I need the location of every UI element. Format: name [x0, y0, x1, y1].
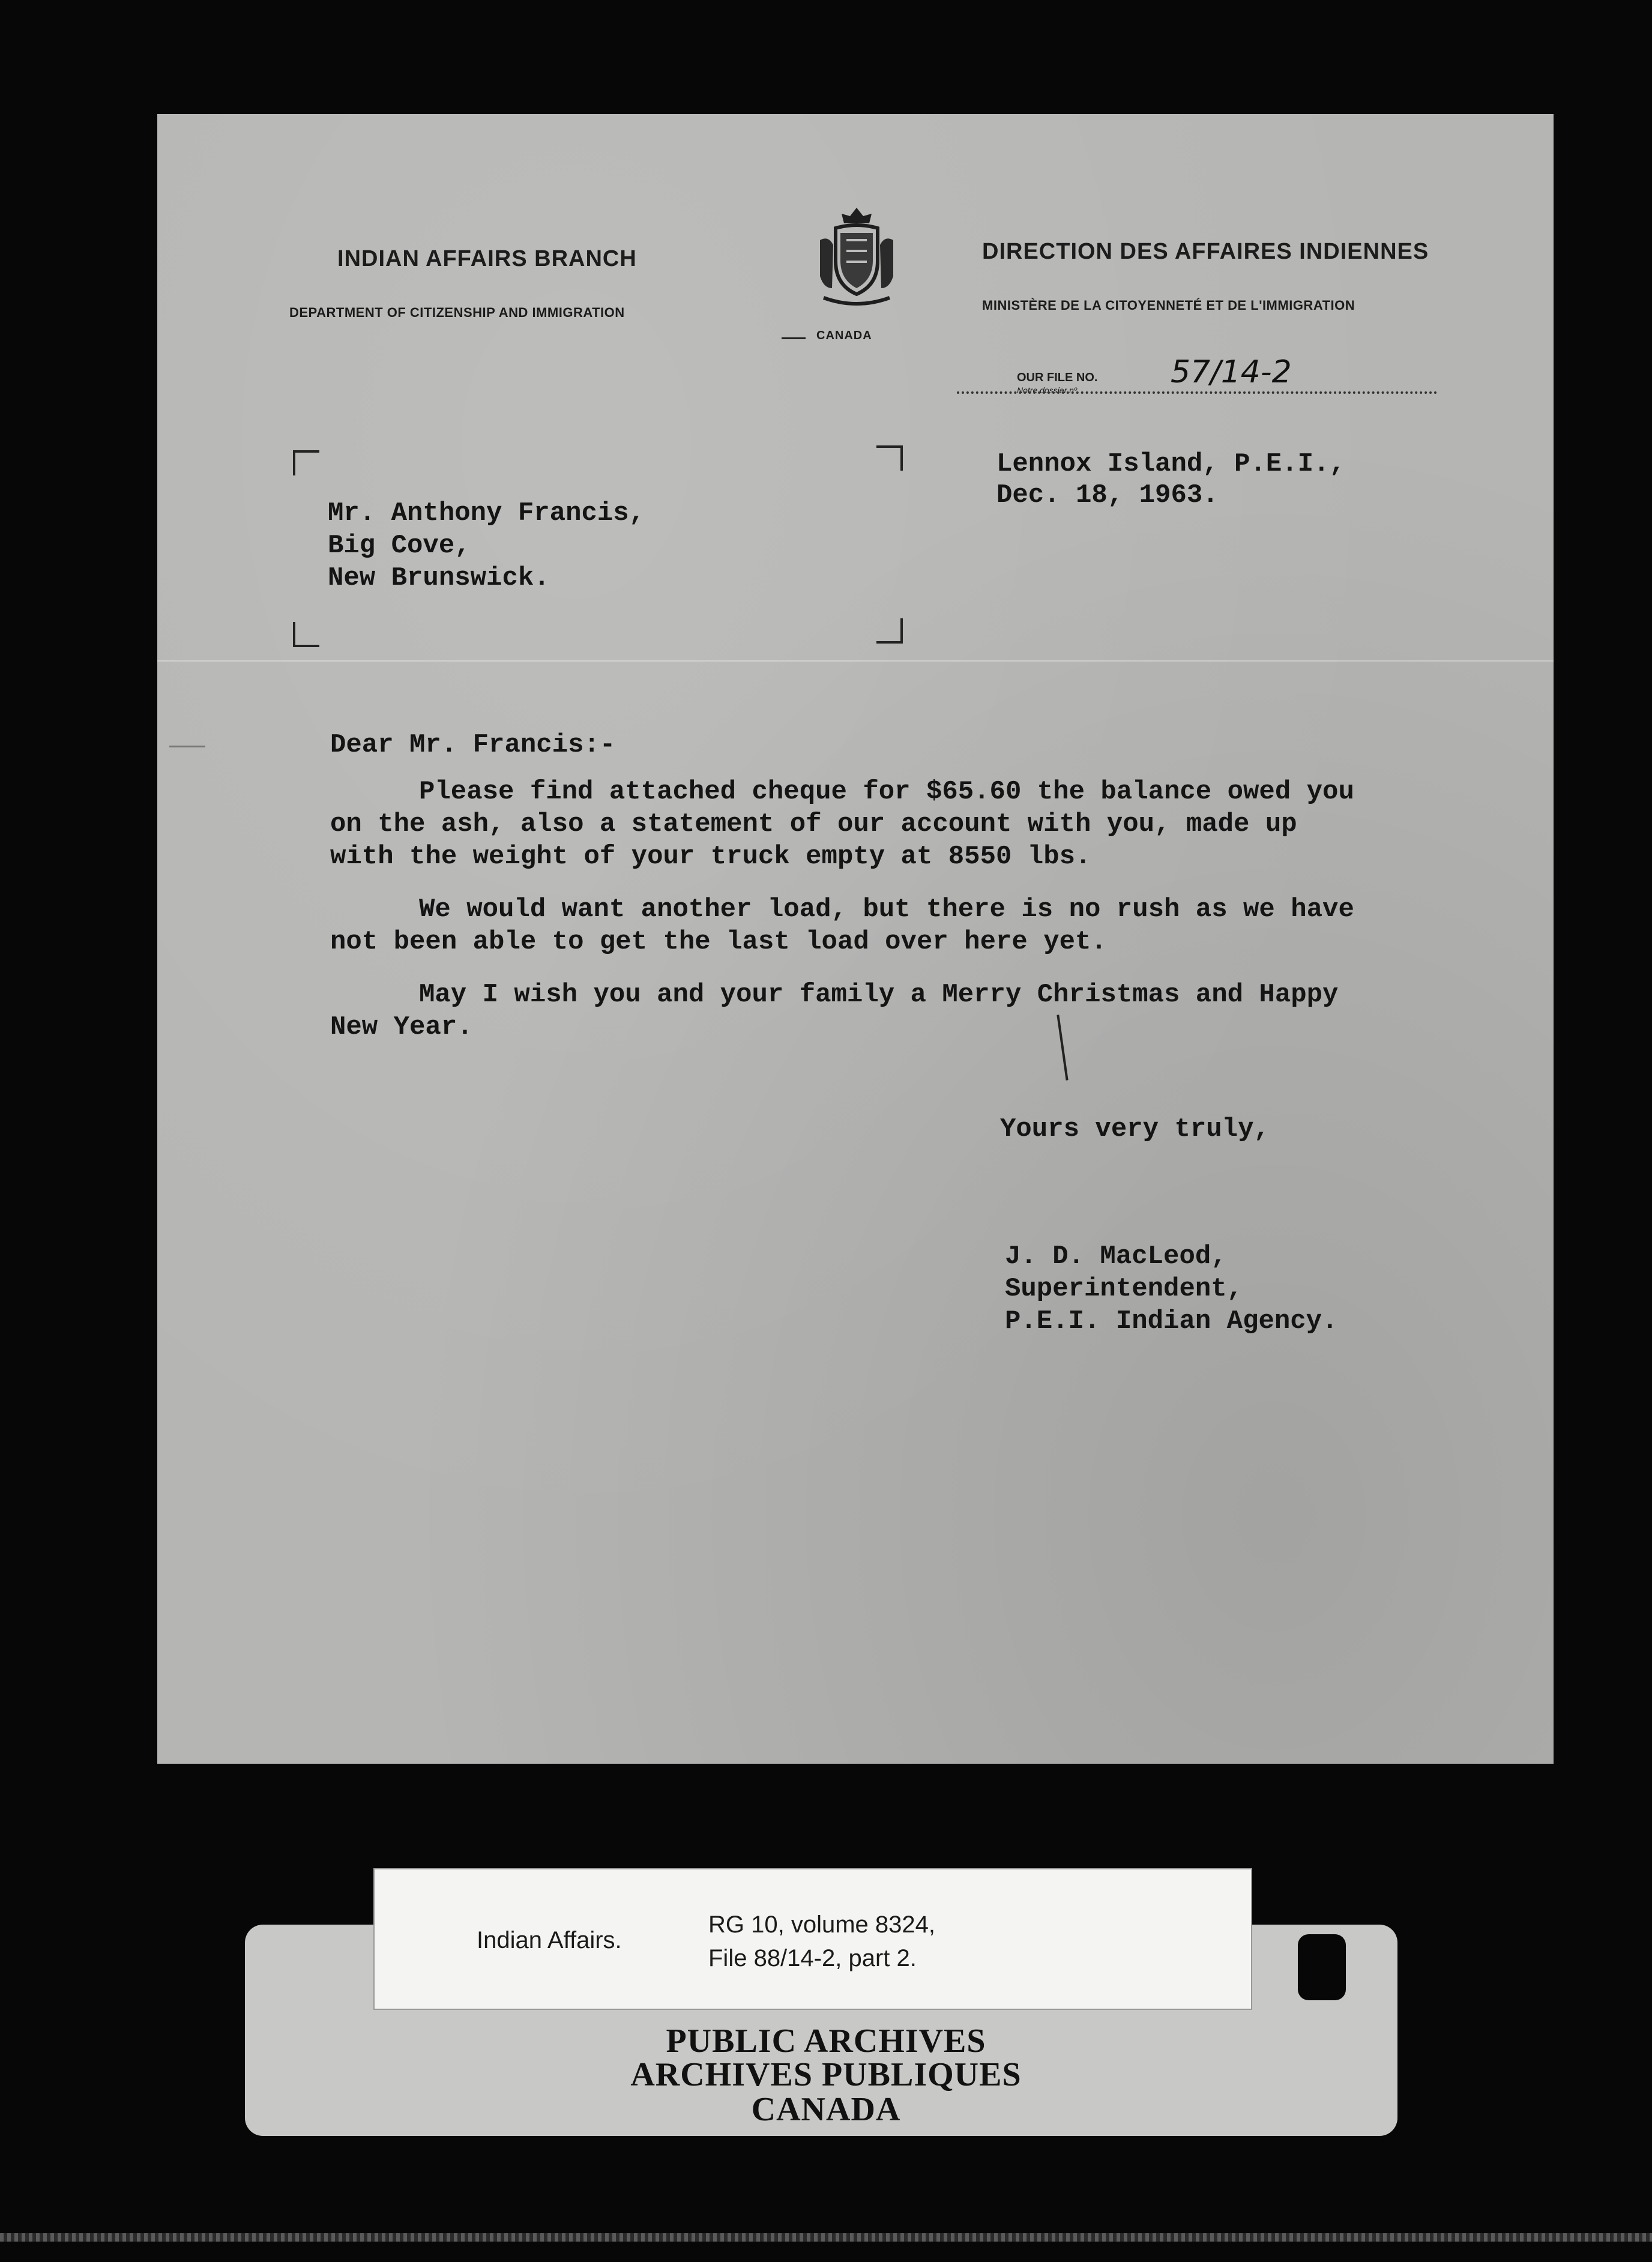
margin-mark	[169, 746, 205, 747]
body-paragraph-3-line-1: May I wish you and your family a Merry Christmas and Happy	[419, 980, 1339, 1010]
recipient-address-line-1: Big Cove,	[328, 531, 471, 561]
window-corner-bottom-left	[293, 622, 319, 647]
file-number-label-fr: Notre dossier nº	[1017, 385, 1078, 395]
body-paragraph-1-line-2: on the ash, also a statement of our account with you, made up	[330, 809, 1297, 839]
letterhead-left-title: INDIAN AFFAIRS BRANCH	[337, 246, 637, 271]
file-number-rule	[957, 391, 1437, 394]
letterhead-right-subtitle: MINISTÈRE DE LA CITOYENNETÉ ET DE L'IMMIGRATION	[982, 298, 1355, 313]
archive-source: Indian Affairs.	[477, 1927, 622, 1953]
recipient-name: Mr. Anthony Francis,	[328, 498, 645, 528]
body-paragraph-1-line-1: Please find attached cheque for $65.60 the balance owed you	[419, 777, 1354, 807]
letterhead-right-title: DIRECTION DES AFFAIRES INDIENNES	[982, 239, 1429, 264]
body-paragraph-2-line-1: We would want another load, but there is no rush as we have	[419, 894, 1354, 924]
archive-stamp-line-3: CANADA	[751, 2091, 901, 2128]
letter-sheet	[157, 114, 1554, 1764]
body-paragraph-1-line-3: with the weight of your truck empty at 8550 lbs.	[330, 842, 1091, 872]
crest-rule	[782, 337, 806, 339]
body-paragraph-3-line-2: New Year.	[330, 1012, 473, 1042]
recipient-address-line-2: New Brunswick.	[328, 563, 550, 593]
body-paragraph-2-line-2: not been able to get the last load over here yet.	[330, 927, 1107, 957]
canada-coat-of-arms-icon	[812, 204, 902, 312]
archive-reference-card	[373, 1868, 1252, 2010]
archive-reference-line-2: File 88/14-2, part 2.	[708, 1945, 917, 1971]
file-number-label: OUR FILE NO.	[1017, 371, 1098, 384]
letter-date: Dec. 18, 1963.	[996, 480, 1219, 510]
archive-stamp-line-1: PUBLIC ARCHIVES	[666, 2022, 986, 2060]
letterhead-left-subtitle: DEPARTMENT OF CITIZENSHIP AND IMMIGRATION	[289, 305, 625, 320]
signatory-agency: P.E.I. Indian Agency.	[1005, 1306, 1338, 1336]
letter-place: Lennox Island, P.E.I.,	[996, 449, 1345, 479]
pen-mark	[1057, 1015, 1068, 1080]
file-number: 57/14-2	[1171, 354, 1292, 390]
salutation: Dear Mr. Francis:-	[330, 730, 616, 760]
window-corner-top-right	[876, 445, 903, 471]
signatory-name: J. D. MacLeod,	[1005, 1241, 1227, 1271]
window-corner-top-left	[293, 450, 319, 475]
film-edge	[0, 2233, 1652, 2242]
fold-line	[157, 660, 1554, 662]
window-corner-bottom-right	[876, 618, 903, 644]
archive-label-tab	[1298, 1934, 1346, 2000]
crest-caption: CANADA	[816, 329, 872, 342]
archive-reference-line-1: RG 10, volume 8324,	[708, 1911, 935, 1938]
archive-stamp-line-2: ARCHIVES PUBLIQUES	[630, 2056, 1022, 2093]
signatory-title: Superintendent,	[1005, 1274, 1243, 1304]
closing: Yours very truly,	[1000, 1114, 1270, 1144]
